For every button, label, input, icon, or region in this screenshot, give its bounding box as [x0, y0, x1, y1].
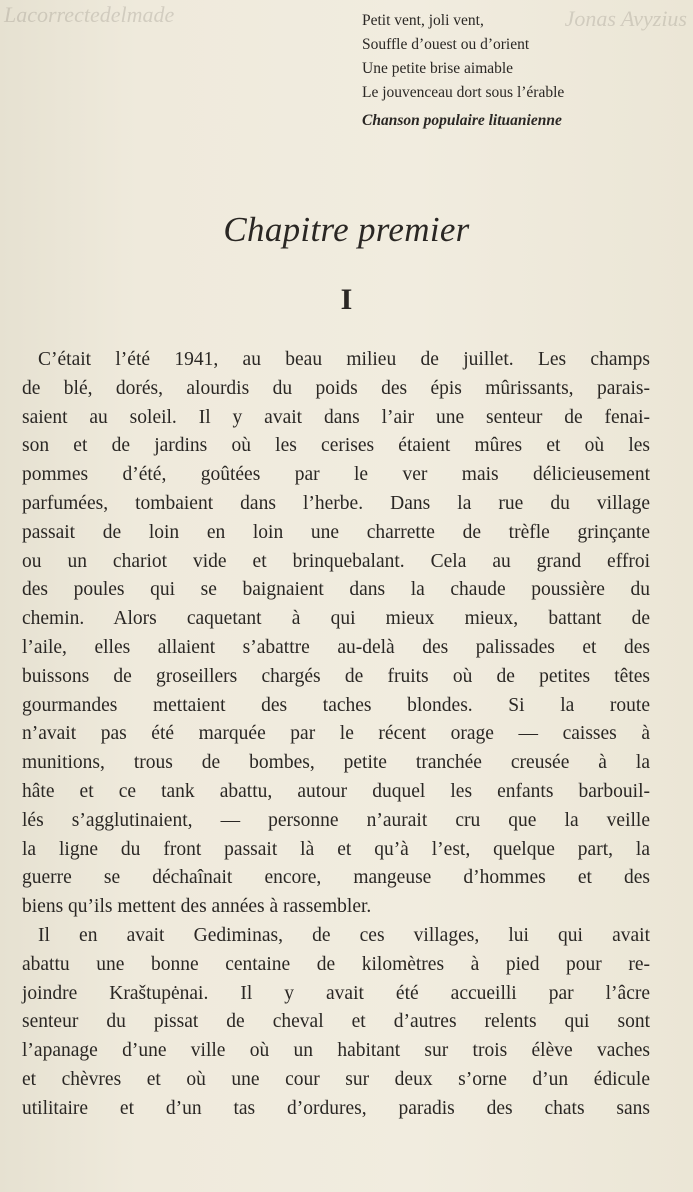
text-line: ou un chariot vide et brinquebalant. Cela au grand effroi [22, 550, 650, 572]
text-line: n’avait pas été marquée par le récent orage — caisses à [22, 723, 650, 745]
text-line: biens qu’ils mettent des années à rassembler. [22, 896, 372, 918]
epigraph-line: Petit vent, joli vent, [362, 12, 484, 29]
text-line: senteur du pissat de cheval et d’autres relents qui sont [22, 1011, 650, 1033]
bleed-through-header-left: Lacorrectedelmade [4, 2, 175, 27]
text-line: saient au soleil. Il y avait dans l’air une senteur de fenai- [22, 406, 650, 428]
text-line: buissons de groseillers chargés de fruits où de petites têtes [22, 665, 650, 687]
text-line: lés s’agglutinaient, — personne n’aurait cru que la veille [22, 809, 650, 831]
chapter-title: Chapitre premier [223, 210, 470, 249]
text-line: et chèvres et où une cour sur deux s’orne d’un édicule [22, 1068, 650, 1090]
text-line: abattu une bonne centaine de kilomètres à pied pour re- [22, 953, 650, 975]
text-line: guerre se déchaînait encore, mangeuse d’hommes et des [22, 867, 650, 889]
text-line: de blé, dorés, alourdis du poids des épis mûrissants, parais- [22, 377, 650, 399]
text-line: hâte et ce tank abattu, autour duquel les enfants barbouil- [22, 780, 650, 802]
text-line: Il en avait Gediminas, de ces villages, lui qui avait [38, 924, 650, 946]
text-line: pommes d’été, goûtées par le ver mais délicieusement [22, 464, 650, 486]
text-line: parfumées, tombaient dans l’herbe. Dans la rue du village [22, 492, 650, 514]
section-number: I [340, 283, 353, 316]
text-line: C’était l’été 1941, au beau milieu de juillet. Les champs [38, 349, 650, 370]
text-line: l’apanage d’une ville où un habitant sur trois élève vaches [22, 1040, 650, 1062]
text-line: munitions, trous de bombes, petite tranchée creusée à la [22, 752, 650, 774]
body-text [22, 346, 650, 1124]
text-line: l’aile, elles allaient s’abattre au-delà des palissades et des [22, 636, 650, 658]
text-line: la ligne du front passait là et qu’à l’est, quelque part, la [22, 838, 650, 860]
epigraph-line: Souffle d’ouest ou d’orient [362, 36, 530, 53]
epigraph-line: Une petite brise aimable [362, 60, 514, 77]
text-line: son et de jardins où les cerises étaient mûres et où les [22, 435, 650, 457]
text-line: gourmandes mettaient des taches blondes. Si la route [22, 694, 650, 716]
text-line: passait de loin en loin une charrette de trèfle grinçante [22, 521, 650, 543]
bleed-through-header-right: Jonas Avyzius [564, 6, 687, 31]
text-line: utilitaire et d’un tas d’ordures, paradis des chats sans [22, 1097, 650, 1119]
epigraph-line: Le jouvenceau dort sous l’érable [362, 84, 565, 101]
epigraph [362, 9, 682, 133]
epigraph-source: Chanson populaire lituanienne [362, 112, 562, 129]
text-line: chemin. Alors caquetant à qui mieux mieux, battant de [22, 608, 650, 630]
text-line: des poules qui se baignaient dans la chaude poussière du [22, 579, 650, 601]
text-line: joindre Kraštupėnai. Il y avait été accueilli par l’âcre [22, 982, 650, 1004]
